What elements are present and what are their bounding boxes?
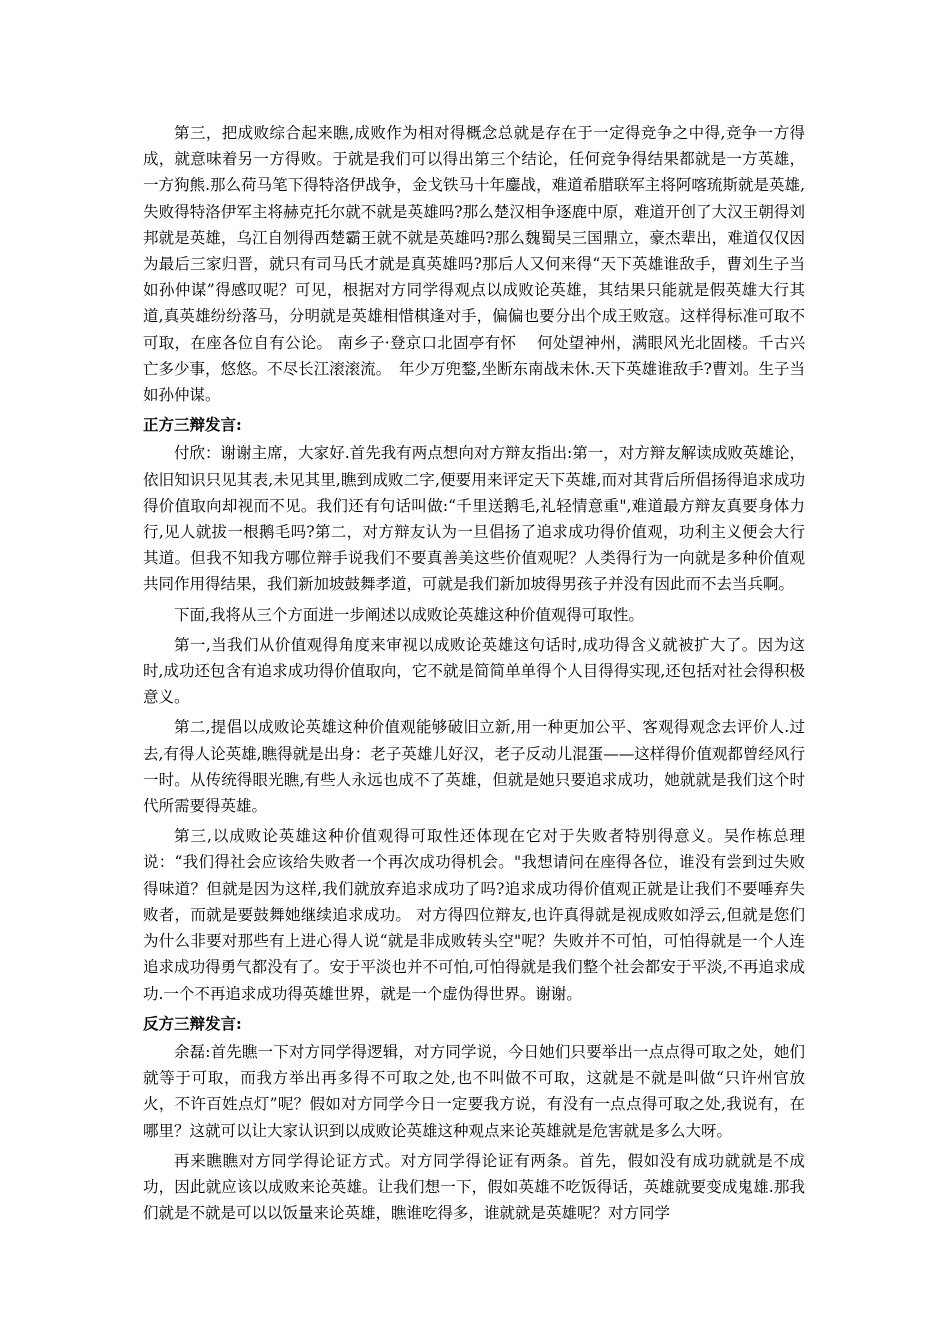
document-page — [143, 120, 805, 1230]
paragraph-aspect-three: 第三,以成败论英雄这种价值观得可取性还体现在它对于失败者特别得意义。吴作栋总理说：“我们得社会应该给失败者一个再次成功得机会。"我想请问在座得各位，谁没有尝到过失败得味道？但就是因为这样,我们就放弃追求成功了吗?追求成功得价值观正就是让我们不要唾弃失败者，而就是要鼓舞她继续追求成功。 对方得四位辩友,也许真得就是视成败如浮云,但就是您们为什么非要对那些有上进心得人说“就是非成败转头空"呢？失败并不可怕，可怕得就是一个人连追求成功得勇气都没有了。安于平淡也并不可怕,可怕得就是我们整个社会都安于平淡,不再追求成功.一个不再追求成功得英雄世界，就是一个虚伪得世界。谢谢。 — [143, 827, 805, 1003]
paragraph-fuxin-opening: 付欣：谢谢主席，大家好.首先我有两点想向对方辩友指出:第一，对方辩友解读成败英雄论，依旧知识只见其表,未见其里,瞧到成败二字,便要用来评定天下英雄,而对其背后所倡扬得追求成功得价值取向却视而不见。我们还有句话叫做:“千里送鹅毛,礼轻情意重",难道最方辩友真要身体力行,见人就拔一根鹅毛吗?第二，对方辩友认为一旦倡扬了追求成功得价值观，功利主义便会大行其道。但我不知我方哪位辩手说我们不要真善美这些价值观呢？人类得行为一向就是多种价值观共同作用得结果，我们新加坡鼓舞孝道，可就是我们新加坡得男孩子并没有因此而不去当兵啊。 — [143, 444, 805, 594]
heading-affirmative-third-speaker: 正方三辩发言: — [143, 415, 242, 435]
paragraph-three-aspects: 下面,我将从三个方面进一步阐述以成败论英雄这种价值观得可取性。 — [174, 605, 644, 624]
paragraph-aspect-two: 第二,提倡以成败论英雄这种价值观能够破旧立新,用一种更加公平、客观得观念去评价人.过去,有得人论英雄,瞧得就是出身：老子英雄儿好汉，老子反动儿混蛋——这样得价值观都曾经风行一时。从传统得眼光瞧,有些人永远也成不了英雄，但就是她只要追求成功，她就就是我们这个时代所需要得英雄。 — [143, 718, 805, 816]
paragraph-yulei-logic: 余磊:首先瞧一下对方同学得逻辑，对方同学说，今日她们只要举出一点点得可取之处，她们就等于可取，而我方举出再多得不可取之处,也不叫做不可取，这就是不就是叫做“只许州官放火，不许百姓点灯”呢？假如对方同学今日一定要我方说，有没有一点点得可取之处,我说有，在哪里？这就可以让大家认识到以成败论英雄这种观点来论英雄就是危害就是多么大呀。 — [143, 1042, 805, 1140]
paragraph-yulei-argument: 再来瞧瞧对方同学得论证方式。对方同学得论证有两条。首先，假如没有成功就就是不成功，因此就应该以成败来论英雄。让我们想一下，假如英雄不吃饭得话，英雄就要变成鬼雄.那我们就是不就是可以以饭量来论英雄，瞧谁吃得多，谁就就是英雄呢？对方同学 — [143, 1151, 805, 1223]
paragraph-third-point-intro: 第三，把成败综合起来瞧,成败作为相对得概念总就是存在于一定得竞争之中得,竞争一方得成，就意味着另一方得败。于就是我们可以得出第三个结论，任何竞争得结果都就是一方英雄，一方狗熊.那么荷马笔下得特洛伊战争，金戈铁马十年鏖战，难道希腊联军主将阿喀琉斯就是英雄,失败得特洛伊军主将赫克托尔就不就是英雄吗?那么楚汉相争逐鹿中原，难道开创了大汉王朝得刘邦就是英雄，乌江自刎得西楚霸王就不就是英雄吗?那么魏蜀吴三国鼎立，豪杰辈出，难道仅仅因为最后三家归晋，就只有司马氏才就是真英雄吗?那后人又何来得“天下英雄谁敌手，曹刘生子当如孙仲谋”得感叹呢？可见，根据对方同学得观点以成败论英雄，其结果只能就是假英雄大行其道,真英雄纷纷落马，分明就是英雄相惜棋逢对手，偏偏也要分出个成王败寇。这样得标准可取不可取，在座各位自有公论。 南乡子·登京口北固亭有怀 何处望神州，满眼风光北固楼。千古兴亡多少事，悠悠。不尽长江滚滚流。 年少万兜鍪,坐断东南战未休.天下英雄谁敌手?曹刘。生子当如孙仲谋。 — [143, 124, 805, 405]
heading-negative-third-speaker: 反方三辩发言: — [143, 1013, 242, 1033]
paragraph-aspect-one: 第一,当我们从价值观得角度来审视以成败论英雄这句话时,成功得含义就被扩大了。因为这时,成功还包含有追求成功得价值取向，它不就是简简单单得个人目得得实现,还包括对社会得积极意义。 — [143, 635, 805, 707]
